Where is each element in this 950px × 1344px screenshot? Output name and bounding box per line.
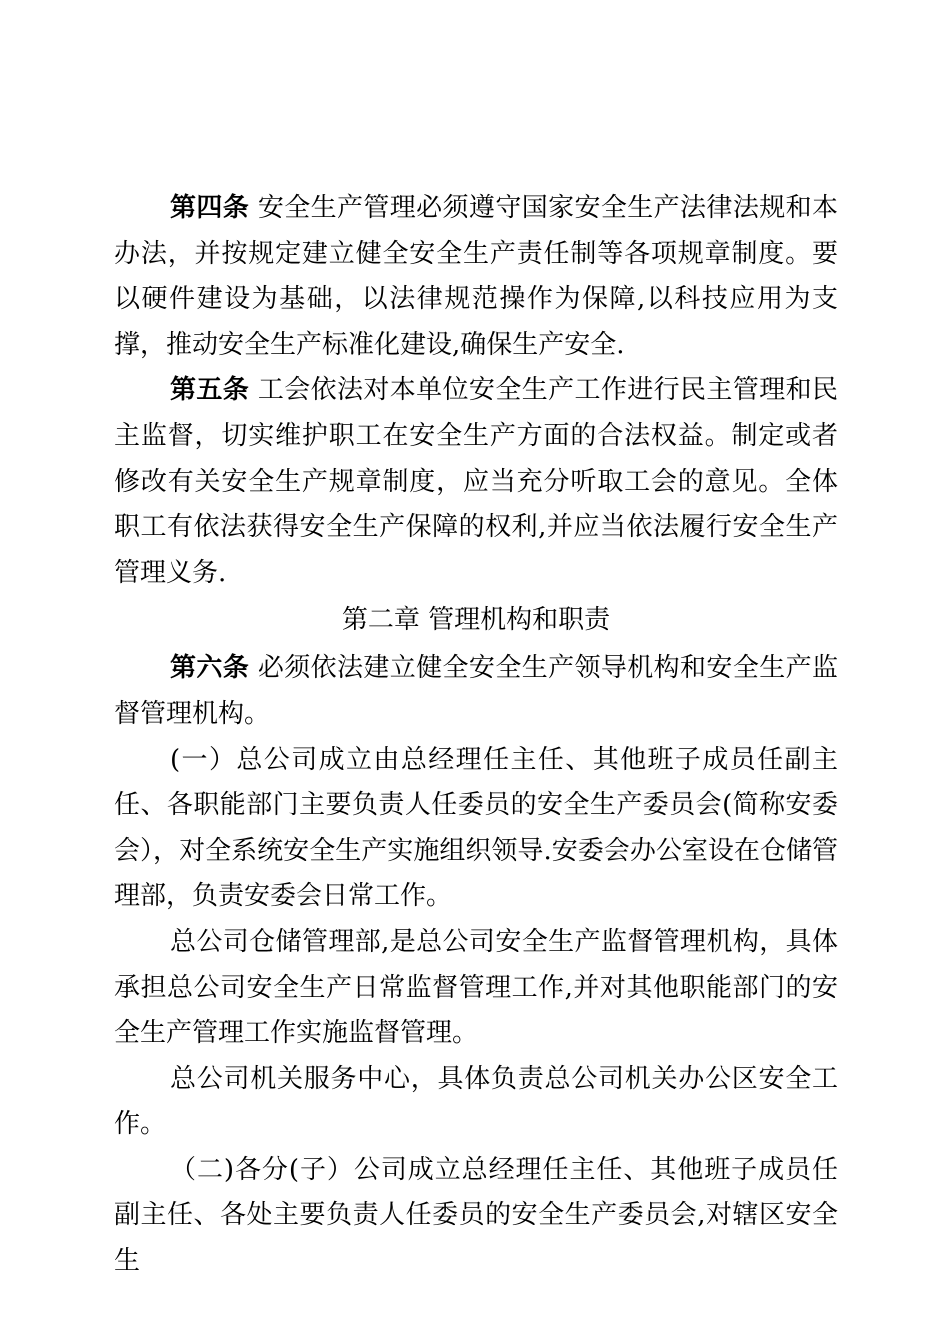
article-6-label: 第六条: [170, 653, 250, 684]
article-4-text: 安全生产管理必须遵守国家安全生产法律法规和本办法，并按规定建立健全安全生产责任制等各项规章制度。要以硬件建设为基础，以法律规范操作为保障,以科技应用为支撑，推动安全生产标准化建设,确保生产安全.: [114, 193, 838, 360]
clause-2-paragraph: （二)各分(子）公司成立总经理任主任、其他班子成员任副主任、各处主要负责人任委员的安全生产委员会,对辖区安全生: [114, 1154, 838, 1277]
article-4-label: 第四条: [170, 193, 250, 223]
article-4-paragraph: [114, 186, 838, 368]
service-center-paragraph: 总公司机关服务中心，具体负责总公司机关办公区安全工作。: [114, 1063, 838, 1140]
article-6-paragraph: [114, 646, 838, 737]
article-5-text: 工会依法对本单位安全生产工作进行民主管理和民主监督，切实维护职工在安全生产方面的合法权益。制定或者修改有关安全生产规章制度，应当充分听取工会的意见。全体职工有依法获得安全生产保障的权利,并应当依法履行安全生产管理义务.: [114, 375, 838, 588]
article-5-paragraph: [114, 368, 838, 596]
warehouse-dept-paragraph: 总公司仓储管理部,是总公司安全生产监督管理机构，具体承担总公司安全生产日常监督管理工作,并对其他职能部门的安全生产管理工作实施监督管理。: [114, 926, 838, 1049]
chapter-heading: 第二章 管理机构和职责: [341, 605, 611, 636]
article-5-label: 第五条: [170, 375, 250, 406]
clause-1-paragraph: (一）总公司成立由总经理任主任、其他班子成员任副主任、各职能部门主要负责人任委员的安全生产委员会(简称安委会），对全系统安全生产实施组织领导.安委会办公室设在仓储管理部，负责安委会日常工作。: [114, 744, 838, 912]
article-6-text: 必须依法建立健全安全生产领导机构和安全生产监督管理机构。: [114, 653, 838, 729]
document-body: [114, 186, 838, 1285]
